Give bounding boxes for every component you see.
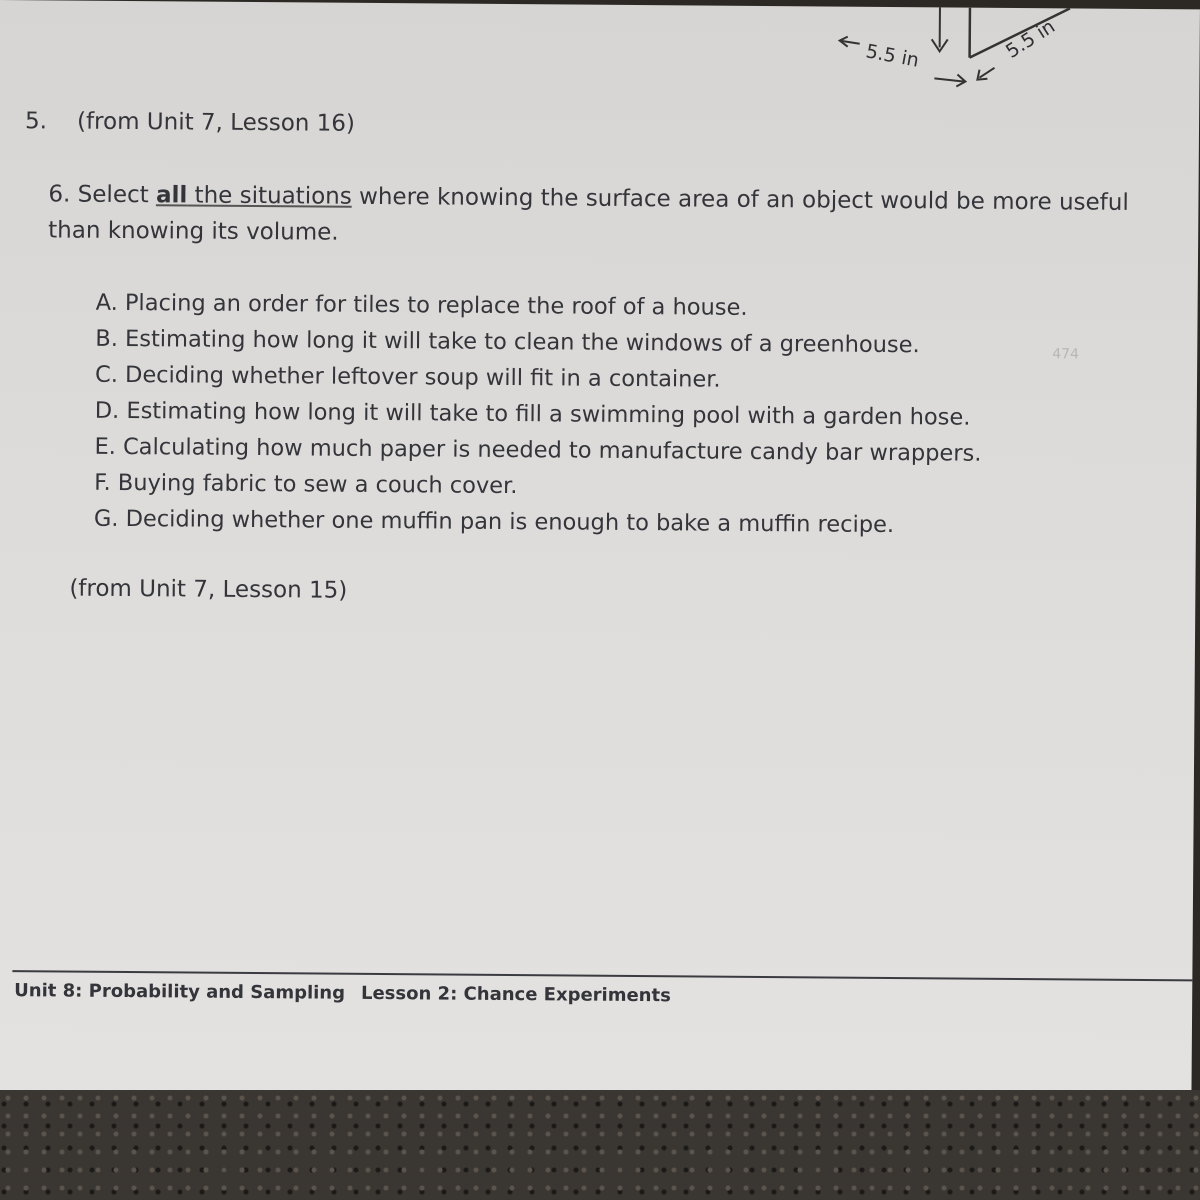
page-footer <box>14 980 671 1006</box>
answer-options <box>94 285 983 544</box>
question-6-source: (from Unit 7, Lesson 15) <box>69 575 348 604</box>
footer-lesson: Lesson 2: Chance Experiments <box>360 982 671 1007</box>
prompt-start: Select <box>77 181 157 209</box>
question-6-number: 6. <box>48 181 71 208</box>
option-c[interactable]: C. Deciding whether leftover soup will fit in a container. <box>94 361 721 393</box>
side-dimension-label: 5.5 in <box>1002 15 1060 63</box>
footer-divider <box>12 970 1192 981</box>
option-e[interactable]: E. Calculating how much paper is needed to manufacture candy bar wrappers. <box>94 433 982 467</box>
option-g[interactable]: G. Deciding whether one muffin pan is enough to bake a muffin recipe. <box>93 505 895 539</box>
footer-unit: Unit 8: Probability and Sampling <box>14 980 346 1004</box>
option-a[interactable]: A. Placing an order for tiles to replace the roof of a house. <box>95 289 748 321</box>
prompt-end: where knowing the surface area of an object would be more useful than knowing its volume. <box>48 183 1129 246</box>
prompt-bold-all: all <box>155 182 188 209</box>
carpet-background <box>0 1090 1200 1200</box>
question-5-source: (from Unit 7, Lesson 16) <box>76 108 356 137</box>
question-5-number: 5. <box>24 108 48 135</box>
option-f[interactable]: F. Buying fabric to sew a couch cover. <box>94 469 518 500</box>
option-d[interactable]: D. Estimating how long it will take to fill a swimming pool with a garden hose. <box>94 397 971 431</box>
front-dimension-label: 5.5 in <box>864 40 921 72</box>
question-6-prompt <box>48 176 1149 257</box>
prism-figure <box>819 6 1200 103</box>
question-6 <box>48 176 1149 257</box>
option-b[interactable]: B. Estimating how long it will take to clean the windows of a greenhouse. <box>95 325 920 359</box>
pencil-mark: 474 <box>1052 346 1080 363</box>
question-5 <box>25 108 355 137</box>
prompt-underlined: the situations <box>187 182 352 210</box>
